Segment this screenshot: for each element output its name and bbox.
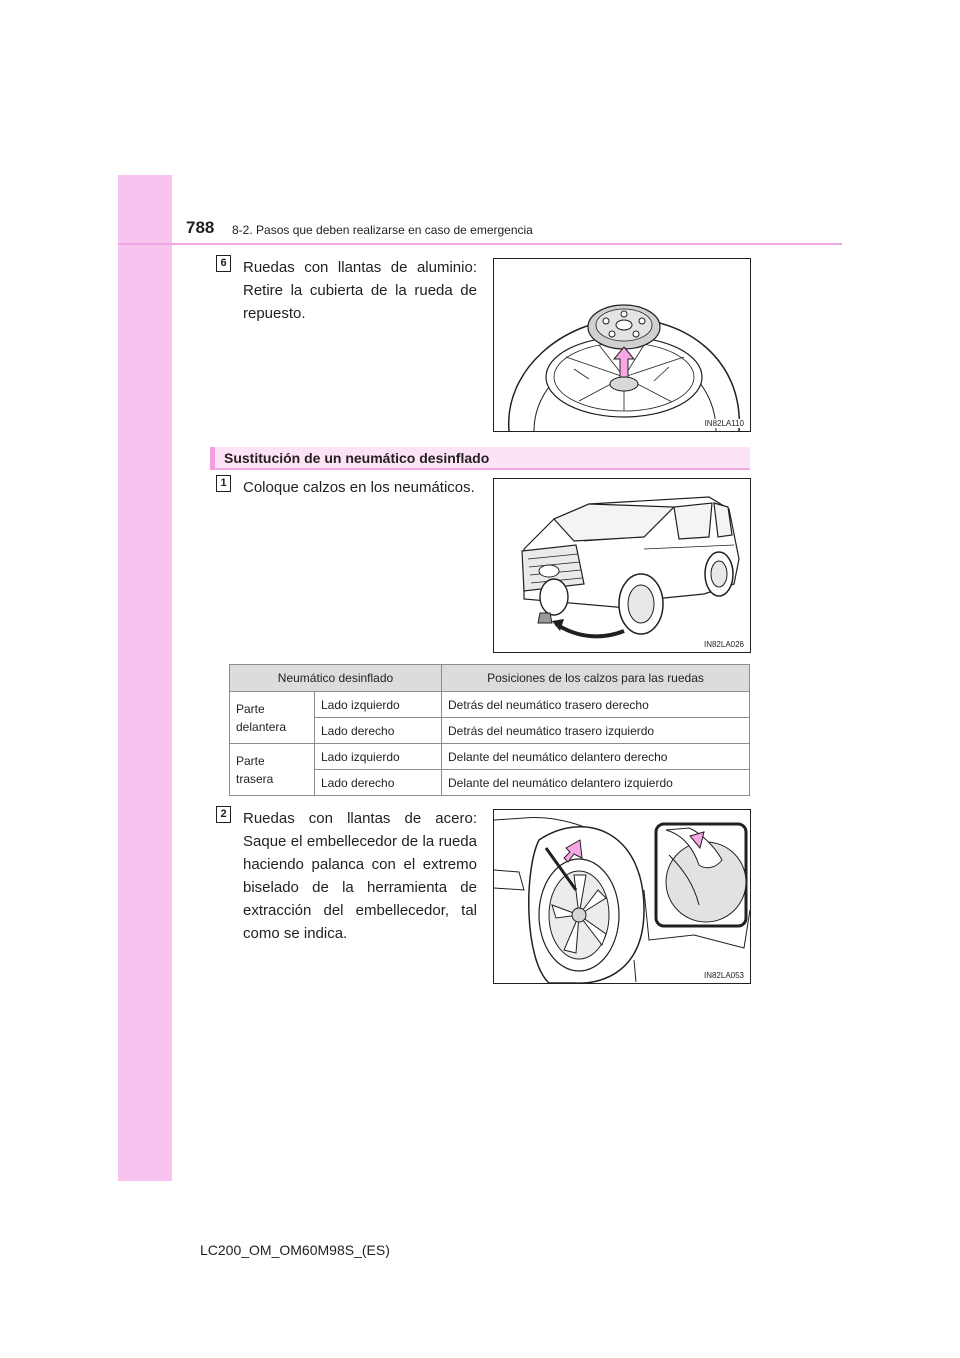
wheel-chocks-figure [493,478,751,653]
document-footer: LC200_OM_OM60M98S_(ES) [200,1242,390,1258]
table-group-cell [230,744,315,796]
section-heading [210,447,750,470]
table-header: Posiciones de los calzos para las ruedas [442,665,750,692]
spare-wheel-illustration [494,259,750,431]
table-row [230,744,750,770]
group-label-line: Parte [236,754,265,768]
page-number: 788 [186,218,215,237]
table-cell: Detrás del neumático trasero izquierdo [442,718,750,744]
table-cell: Detrás del neumático trasero derecho [442,692,750,718]
group-label-line: trasera [236,772,274,786]
step-badge: 1 [216,475,231,492]
step-text: Ruedas con llantas de aluminio: Retire la cubierta de la rueda de repuesto. [243,259,477,322]
figure-code: IN82LA053 [703,971,744,980]
suv-chock-illustration [494,479,750,652]
heading-accent-bar [210,447,215,470]
header-rule [118,243,842,245]
table-row [230,692,750,718]
chapter-title: 8-2. Pasos que deben realizarse en caso de emergencia [232,223,533,237]
table-header-row [230,665,750,692]
figure-code: IN82LA110 [704,419,744,428]
table-cell: Lado izquierdo [315,692,442,718]
wheel-chock-table [229,664,750,796]
section-title: Sustitución de un neumático desinflado [224,450,490,466]
spare-wheel-figure [493,258,751,432]
table-cell: Lado derecho [315,718,442,744]
table-cell: Delante del neumático delantero derecho [442,744,750,770]
step-text: Coloque calzos en los neumáticos. [243,479,475,496]
table-cell: Lado derecho [315,770,442,796]
step-badge: 6 [216,255,231,272]
table-cell: Delante del neumático delantero izquierdo [442,770,750,796]
group-label-line: delantera [236,720,287,734]
step-text: Ruedas con llantas de acero: Saque el embellecedor de la rueda haciendo palanca con el extremo biselado de la herramienta de extracción del embellecedor, tal como se indica. [243,810,477,942]
side-tab [118,175,172,1181]
wheel-cap-figure [493,809,751,984]
table-cell: Lado izquierdo [315,744,442,770]
figure-code: IN82LA026 [703,640,744,649]
table-header: Neumático desinflado [230,665,442,692]
step-badge: 2 [216,806,231,823]
group-label-line: Parte [236,702,265,716]
wheel-cap-illustration [494,810,750,983]
table-group-cell [230,692,315,744]
